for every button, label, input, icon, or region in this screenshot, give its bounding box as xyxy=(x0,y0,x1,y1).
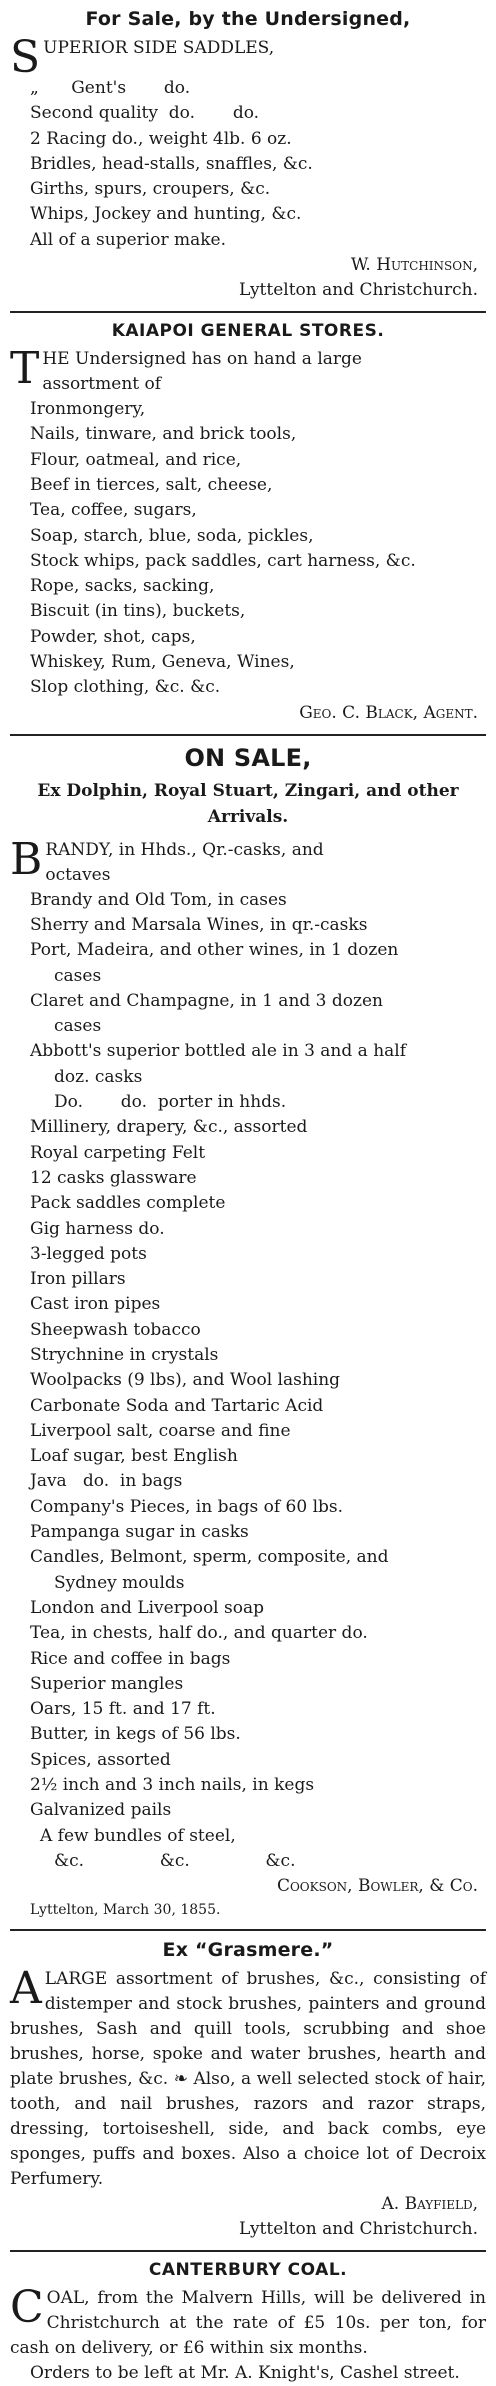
ad-line-item: Port, Madeira, and other wines, in 1 dozen xyxy=(30,940,399,961)
ad-canterbury-coal xyxy=(10,2260,486,2386)
ad-second-line: assortment of xyxy=(42,374,162,395)
ad-line-item: „ Gent's do. xyxy=(30,78,191,98)
ad-signature-location: Lyttelton and Christchurch. xyxy=(238,280,478,301)
ad-line-item: Abbott's superior bottled ale in 3 and a half xyxy=(30,1041,407,1062)
ad-body xyxy=(10,833,486,888)
ad-body xyxy=(10,2282,486,2361)
ad-line-item: Loaf sugar, best English xyxy=(30,1446,238,1467)
ad-line-item: Tea, coffee, sugars, xyxy=(30,500,197,521)
ad-body xyxy=(10,1963,486,2192)
ad-line-item: Second quality do. do. xyxy=(30,103,260,124)
ad-second-line: octaves xyxy=(45,864,111,885)
ad-orders-note: Orders to be left at Mr. A. Knight's, Cashel street. xyxy=(30,2363,460,2384)
ad-line-item: cases xyxy=(54,965,102,986)
ad-line-item: Nails, tinware, and brick tools, xyxy=(30,424,297,445)
ad-line-item: Millinery, drapery, &c., assorted xyxy=(30,1117,308,1138)
ad-on-sale xyxy=(10,744,486,1922)
ad-title: ON SALE, xyxy=(184,743,312,772)
ad-line-item: Iron pillars xyxy=(30,1269,126,1290)
ad-line-item: 3-legged pots xyxy=(30,1243,147,1264)
drop-cap: B xyxy=(10,833,43,885)
ad-line-item: Galvanized pails xyxy=(30,1800,172,1821)
ad-line-item: All of a superior make. xyxy=(30,229,226,250)
ad-title: Ex “Grasmere.” xyxy=(162,1939,334,1962)
ad-signature-location: Lyttelton and Christchurch. xyxy=(238,2219,478,2240)
ad-text: OAL, from the Malvern Hills, will be delivered in Christchurch at the rate of £5 10s. per ton, for cash on delivery, or £6 within six months. xyxy=(10,2288,486,2359)
ad-item-list xyxy=(10,397,486,701)
ad-line-item: Superior mangles xyxy=(30,1673,184,1694)
ad-line-item: Butter, in kegs of 56 lbs. xyxy=(30,1724,241,1745)
ad-line-item: Rope, sacks, sacking, xyxy=(30,576,215,597)
ad-line-item: Do. do. porter in hhds. xyxy=(54,1092,287,1113)
ad-line-item: Woolpacks (9 lbs), and Wool lashing xyxy=(30,1370,341,1391)
ad-grasmere-brushes xyxy=(10,1939,486,2242)
ad-line-item: Bridles, head-stalls, snaffles, &c. xyxy=(30,153,313,174)
drop-cap: A xyxy=(10,1963,42,2015)
divider xyxy=(10,311,486,313)
ad-first-line: UPERIOR SIDE SADDLES, xyxy=(43,38,275,58)
ad-line-item: Flour, oatmeal, and rice, xyxy=(30,449,242,470)
ad-line-item: 2 Racing do., weight 4lb. 6 oz. xyxy=(30,128,292,149)
ad-line-item: Girths, spurs, croupers, &c. xyxy=(30,179,271,200)
ad-line-item: Java do. in bags xyxy=(30,1471,183,1492)
ad-line-item: Ironmongery, xyxy=(30,399,146,420)
ad-line-item: Cast iron pipes xyxy=(30,1294,161,1315)
ad-line-item: Carbonate Soda and Tartaric Acid xyxy=(30,1395,324,1416)
ad-line-item: Rice and coffee in bags xyxy=(30,1648,231,1669)
ad-kaiapoi-stores xyxy=(10,321,486,726)
ad-line-item: Soap, starch, blue, soda, pickles, xyxy=(30,525,314,546)
ad-signature: A. Bayfield, xyxy=(381,2194,478,2215)
ad-line-item: Whips, Jockey and hunting, &c. xyxy=(30,204,302,225)
ad-item-list xyxy=(10,888,486,1875)
ad-signature: Geo. C. Black, Agent. xyxy=(299,702,478,723)
ad-line-item: 12 casks glassware xyxy=(30,1167,197,1188)
ad-signature: Cookson, Bowler, & Co. xyxy=(276,1876,478,1897)
ad-body xyxy=(10,343,486,397)
ad-title: For Sale, by the Undersigned, xyxy=(85,8,411,30)
ad-line-item: Candles, Belmont, sperm, composite, and xyxy=(30,1547,389,1568)
ad-line-item: 2½ inch and 3 inch nails, in kegs xyxy=(30,1775,315,1796)
drop-cap: S xyxy=(10,32,41,83)
ad-line-item: Liverpool salt, coarse and fine xyxy=(30,1420,291,1441)
ad-line-item: Spices, assorted xyxy=(30,1749,171,1770)
ad-saddles xyxy=(10,8,486,303)
divider xyxy=(10,734,486,736)
ad-text: LARGE assortment of brushes, &c., consisting of distemper and stock brushes, painters and ground brushes, Sash and quill tools, scrubbing and shoe brushes, horse, spoke and water brushes, hearth and plate brushes, &c. ❧ Also, a well selected stock of hair, tooth, and nail brushes, razors and razor straps, dressing, tortoiseshell, side, and back combs, eye sponges, puffs and boxes. Also a choice lot of Decroix Perfumery. xyxy=(10,1969,486,2190)
divider xyxy=(10,1929,486,1931)
ad-line-item: Sherry and Marsala Wines, in qr.-casks xyxy=(30,914,368,935)
ad-line-item: London and Liverpool soap xyxy=(30,1597,264,1618)
ad-line-item: cases xyxy=(54,1016,102,1037)
ad-line-item: Tea, in chests, half do., and quarter do. xyxy=(30,1623,368,1644)
ad-line-item: A few bundles of steel, xyxy=(40,1825,236,1846)
ad-line-item: Stock whips, pack saddles, cart harness, &c. xyxy=(30,550,416,571)
ad-line-item: Beef in tierces, salt, cheese, xyxy=(30,474,273,495)
ad-body xyxy=(10,32,486,83)
ad-line-item: Sydney moulds xyxy=(54,1572,185,1593)
ad-line-item: Slop clothing, &c. &c. xyxy=(30,677,221,698)
ad-line-item: Sheepwash tobacco xyxy=(30,1319,201,1340)
ad-subtitle: Ex Dolphin, Royal Stuart, Zingari, and other Arrivals. xyxy=(37,780,459,827)
ad-line-item: Claret and Champagne, in 1 and 3 dozen xyxy=(30,990,383,1011)
ad-item-list xyxy=(10,76,486,253)
ad-line-item: Company's Pieces, in bags of 60 lbs. xyxy=(30,1496,344,1517)
drop-cap: C xyxy=(10,2282,44,2334)
ad-line-item: Whiskey, Rum, Geneva, Wines, xyxy=(30,652,295,673)
ad-line-item: Oars, 15 ft. and 17 ft. xyxy=(30,1699,216,1720)
ad-first-line: RANDY, in Hhds., Qr.-casks, and xyxy=(45,839,324,860)
ad-line-item: &c. &c. &c. xyxy=(54,1850,296,1871)
ad-line-item: Pampanga sugar in casks xyxy=(30,1522,249,1543)
ad-line-item: Brandy and Old Tom, in cases xyxy=(30,889,287,910)
ad-line-item: Pack saddles complete xyxy=(30,1193,226,1214)
ad-line-item: Powder, shot, caps, xyxy=(30,626,196,647)
ad-line-item: Biscuit (in tins), buckets, xyxy=(30,601,246,622)
ad-title: CANTERBURY COAL. xyxy=(148,2260,348,2281)
ad-first-line: HE Undersigned has on hand a large xyxy=(42,349,362,370)
ad-date: Lyttelton, March 30, 1855. xyxy=(30,1902,221,1919)
divider xyxy=(10,2250,486,2252)
ad-line-item: Royal carpeting Felt xyxy=(30,1142,206,1163)
ad-title: KAIAPOI GENERAL STORES. xyxy=(111,321,385,342)
ad-line-item: Gig harness do. xyxy=(30,1218,165,1239)
ad-signature: W. Hutchinson, xyxy=(350,255,478,276)
ad-line-item: Strychnine in crystals xyxy=(30,1344,219,1365)
ad-line-item: doz. casks xyxy=(54,1066,143,1087)
drop-cap: T xyxy=(10,343,40,395)
